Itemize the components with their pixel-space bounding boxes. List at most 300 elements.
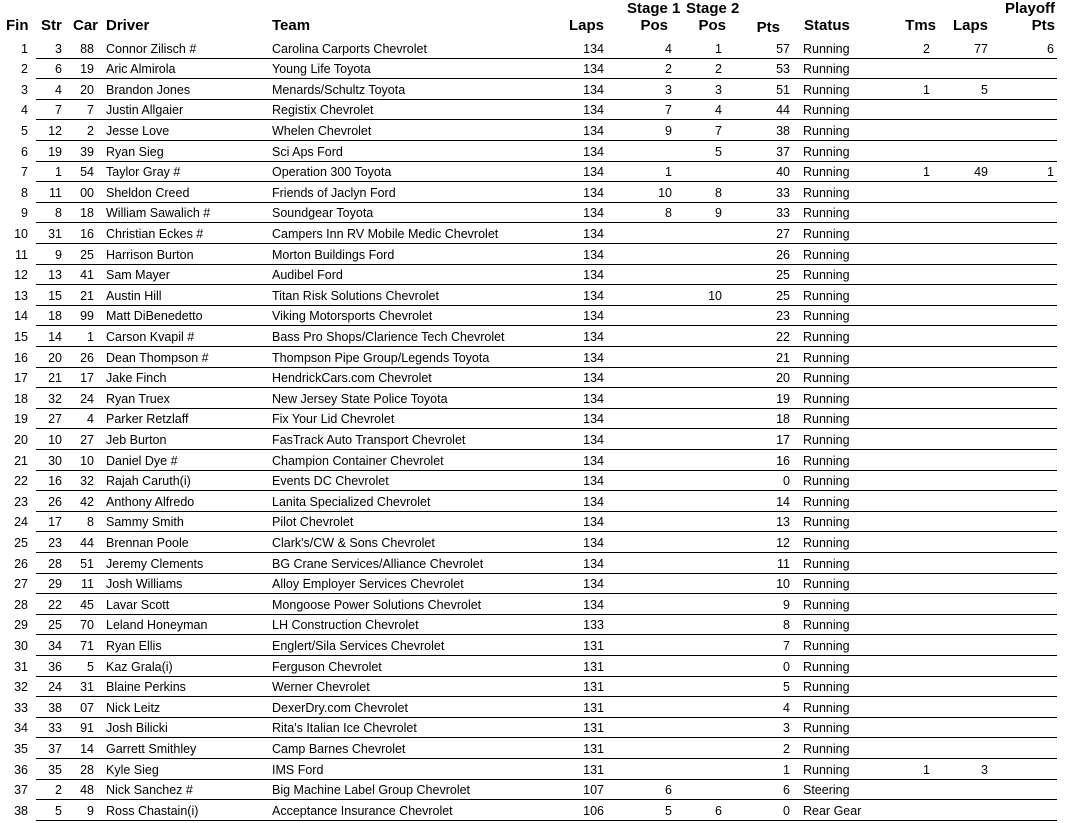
stage1-pos-cell: 10 <box>658 185 672 200</box>
laps-cell: 134 <box>583 123 604 138</box>
table-row <box>0 80 1066 101</box>
status-cell: Running <box>803 474 850 489</box>
fin-cell: 16 <box>14 350 28 365</box>
points-cell: 6 <box>783 783 790 798</box>
start-cell: 38 <box>48 700 62 715</box>
start-cell: 30 <box>48 453 62 468</box>
car-number-cell: 91 <box>80 721 94 736</box>
status-cell: Rear Gear <box>803 803 862 818</box>
driver-cell: Sam Mayer <box>106 268 170 283</box>
car-number-cell: 39 <box>80 144 94 159</box>
points-cell: 37 <box>776 144 790 159</box>
header-laps-led: Laps <box>952 17 988 34</box>
car-number-cell: 9 <box>87 803 94 818</box>
start-cell: 1 <box>55 165 62 180</box>
team-cell: Campers Inn RV Mobile Medic Chevrolet <box>272 226 499 241</box>
status-cell: Running <box>803 350 850 365</box>
table-row <box>0 348 1066 369</box>
start-cell: 6 <box>55 62 62 77</box>
driver-cell: Harrison Burton <box>106 247 194 262</box>
start-cell: 19 <box>48 144 62 159</box>
car-number-cell: 88 <box>80 41 94 56</box>
stage2-pos-cell: 4 <box>715 103 722 118</box>
laps-cell: 134 <box>583 329 604 344</box>
stage1-pos-cell: 1 <box>665 165 672 180</box>
table-row <box>0 389 1066 410</box>
laps-cell: 134 <box>583 62 604 77</box>
fin-cell: 29 <box>14 618 28 633</box>
car-number-cell: 70 <box>80 618 94 633</box>
laps-cell: 134 <box>583 185 604 200</box>
driver-cell: Nick Leitz <box>106 700 161 715</box>
status-cell: Running <box>803 453 850 468</box>
header-stage2: Stage 2 <box>686 0 740 17</box>
points-cell: 19 <box>776 391 790 406</box>
points-cell: 33 <box>776 185 790 200</box>
driver-cell: Jake Finch <box>106 371 167 386</box>
points-cell: 26 <box>776 247 790 262</box>
status-cell: Running <box>803 618 850 633</box>
status-cell: Running <box>803 103 850 118</box>
laps-cell: 134 <box>583 247 604 262</box>
start-cell: 37 <box>48 741 62 756</box>
header-stage1-pos: Pos <box>640 17 668 34</box>
driver-cell: Leland Honeyman <box>106 618 208 633</box>
points-cell: 14 <box>776 494 790 509</box>
laps-led-cell: 5 <box>981 82 988 97</box>
status-cell: Running <box>803 515 850 530</box>
car-number-cell: 42 <box>80 494 94 509</box>
start-cell: 16 <box>48 474 62 489</box>
driver-cell: Sammy Smith <box>106 515 184 530</box>
points-cell: 53 <box>776 62 790 77</box>
status-cell: Running <box>803 309 850 324</box>
team-cell: Soundgear Toyota <box>272 206 374 221</box>
car-number-cell: 20 <box>80 82 94 97</box>
team-cell: Clark's/CW & Sons Chevrolet <box>272 535 435 550</box>
laps-cell: 131 <box>583 700 604 715</box>
stage1-pos-cell: 4 <box>665 41 672 56</box>
laps-cell: 134 <box>583 453 604 468</box>
points-cell: 51 <box>776 82 790 97</box>
points-cell: 0 <box>783 474 790 489</box>
points-cell: 25 <box>776 288 790 303</box>
team-cell: Morton Buildings Ford <box>272 247 395 262</box>
table-row <box>0 224 1066 245</box>
points-cell: 3 <box>783 721 790 736</box>
table-row <box>0 615 1066 636</box>
start-cell: 35 <box>48 762 62 777</box>
points-cell: 57 <box>776 41 790 56</box>
laps-cell: 131 <box>583 721 604 736</box>
team-cell: Audibel Ford <box>272 268 343 283</box>
status-cell: Running <box>803 329 850 344</box>
header-stage1: Stage 1 <box>627 0 681 17</box>
driver-cell: Nick Sanchez # <box>106 783 193 798</box>
driver-cell: Justin Allgaier <box>106 103 184 118</box>
laps-cell: 134 <box>583 515 604 530</box>
car-number-cell: 4 <box>87 412 94 427</box>
points-cell: 4 <box>783 700 790 715</box>
fin-cell: 34 <box>14 721 28 736</box>
status-cell: Running <box>803 226 850 241</box>
laps-cell: 134 <box>583 391 604 406</box>
table-row <box>0 471 1066 492</box>
points-cell: 44 <box>776 103 790 118</box>
laps-cell: 134 <box>583 268 604 283</box>
team-cell: FasTrack Auto Transport Chevrolet <box>272 432 466 447</box>
car-number-cell: 48 <box>80 783 94 798</box>
car-number-cell: 41 <box>80 268 94 283</box>
stage1-pos-cell: 8 <box>665 206 672 221</box>
table-row <box>0 265 1066 286</box>
points-cell: 10 <box>776 577 790 592</box>
header-playoff-pts: Pts <box>1031 17 1055 34</box>
table-row <box>0 657 1066 678</box>
laps-cell: 134 <box>583 144 604 159</box>
driver-cell: Garrett Smithley <box>106 741 197 756</box>
fin-cell: 12 <box>14 268 28 283</box>
team-cell: Registix Chevrolet <box>272 103 374 118</box>
driver-cell: Aric Almirola <box>106 62 176 77</box>
status-cell: Running <box>803 371 850 386</box>
stage1-pos-cell: 3 <box>665 82 672 97</box>
laps-cell: 131 <box>583 741 604 756</box>
laps-cell: 134 <box>583 41 604 56</box>
header-tms: Tms <box>905 17 936 34</box>
team-cell: Acceptance Insurance Chevrolet <box>272 803 453 818</box>
start-cell: 36 <box>48 659 62 674</box>
points-cell: 40 <box>776 165 790 180</box>
table-row <box>0 121 1066 142</box>
car-number-cell: 7 <box>87 103 94 118</box>
laps-cell: 131 <box>583 638 604 653</box>
table-row <box>0 409 1066 430</box>
start-cell: 5 <box>55 803 62 818</box>
fin-cell: 14 <box>14 309 28 324</box>
team-cell: BG Crane Services/Alliance Chevrolet <box>272 556 484 571</box>
header-fin: Fin <box>6 17 29 34</box>
table-row <box>0 203 1066 224</box>
driver-cell: Lavar Scott <box>106 597 170 612</box>
header-driver: Driver <box>106 17 150 34</box>
driver-cell: Connor Zilisch # <box>106 41 197 56</box>
start-cell: 32 <box>48 391 62 406</box>
driver-cell: Jeremy Clements <box>106 556 204 571</box>
laps-cell: 134 <box>583 371 604 386</box>
car-number-cell: 16 <box>80 226 94 241</box>
car-number-cell: 27 <box>80 432 94 447</box>
points-cell: 13 <box>776 515 790 530</box>
stage2-pos-cell: 5 <box>715 144 722 159</box>
car-number-cell: 1 <box>87 329 94 344</box>
stage1-pos-cell: 7 <box>665 103 672 118</box>
table-row <box>0 286 1066 307</box>
car-number-cell: 28 <box>80 762 94 777</box>
car-number-cell: 07 <box>80 700 94 715</box>
car-number-cell: 10 <box>80 453 94 468</box>
driver-cell: Brennan Poole <box>106 535 189 550</box>
header-team: Team <box>272 17 311 34</box>
stage2-pos-cell: 3 <box>715 82 722 97</box>
team-cell: Champion Container Chevrolet <box>272 453 444 468</box>
car-number-cell: 17 <box>80 371 94 386</box>
team-cell: Big Machine Label Group Chevrolet <box>272 783 471 798</box>
start-cell: 2 <box>55 783 62 798</box>
status-cell: Running <box>803 144 850 159</box>
laps-cell: 134 <box>583 226 604 241</box>
status-cell: Running <box>803 412 850 427</box>
driver-cell: William Sawalich # <box>106 206 211 221</box>
status-cell: Running <box>803 247 850 262</box>
status-cell: Running <box>803 62 850 77</box>
status-cell: Running <box>803 638 850 653</box>
start-cell: 26 <box>48 494 62 509</box>
status-cell: Running <box>803 268 850 283</box>
times-led-cell: 1 <box>923 82 930 97</box>
start-cell: 27 <box>48 412 62 427</box>
fin-cell: 5 <box>21 123 28 138</box>
status-cell: Steering <box>803 783 850 798</box>
team-cell: Menards/Schultz Toyota <box>272 82 406 97</box>
status-cell: Running <box>803 700 850 715</box>
laps-cell: 134 <box>583 412 604 427</box>
table-row <box>0 698 1066 719</box>
status-cell: Running <box>803 577 850 592</box>
driver-cell: Daniel Dye # <box>106 453 178 468</box>
stage1-pos-cell: 5 <box>665 803 672 818</box>
car-number-cell: 19 <box>80 62 94 77</box>
car-number-cell: 45 <box>80 597 94 612</box>
team-cell: Viking Motorsports Chevrolet <box>272 309 433 324</box>
start-cell: 7 <box>55 103 62 118</box>
points-cell: 38 <box>776 123 790 138</box>
playoff-points-cell: 1 <box>1047 165 1054 180</box>
laps-cell: 131 <box>583 659 604 674</box>
times-led-cell: 1 <box>923 165 930 180</box>
table-row <box>0 183 1066 204</box>
status-cell: Running <box>803 556 850 571</box>
table-row <box>0 451 1066 472</box>
start-cell: 17 <box>48 515 62 530</box>
fin-cell: 25 <box>14 535 28 550</box>
laps-led-cell: 49 <box>974 165 988 180</box>
playoff-points-cell: 6 <box>1047 41 1054 56</box>
fin-cell: 30 <box>14 638 28 653</box>
laps-cell: 106 <box>583 803 604 818</box>
header-pts: Pts <box>756 19 780 36</box>
status-cell: Running <box>803 123 850 138</box>
team-cell: Titan Risk Solutions Chevrolet <box>272 288 439 303</box>
laps-cell: 134 <box>583 577 604 592</box>
stage1-pos-cell: 6 <box>665 783 672 798</box>
table-row <box>0 306 1066 327</box>
fin-cell: 2 <box>21 62 28 77</box>
fin-cell: 27 <box>14 577 28 592</box>
team-cell: Friends of Jaclyn Ford <box>272 185 396 200</box>
points-cell: 23 <box>776 309 790 324</box>
status-cell: Running <box>803 82 850 97</box>
car-number-cell: 5 <box>87 659 94 674</box>
points-cell: 18 <box>776 412 790 427</box>
driver-cell: Jeb Burton <box>106 432 167 447</box>
car-number-cell: 71 <box>80 638 94 653</box>
team-cell: Whelen Chevrolet <box>272 123 372 138</box>
laps-cell: 134 <box>583 556 604 571</box>
table-row <box>0 327 1066 348</box>
header-stage2-pos: Pos <box>698 17 726 34</box>
fin-cell: 1 <box>21 41 28 56</box>
driver-cell: Dean Thompson # <box>106 350 209 365</box>
team-cell: Rita's Italian Ice Chevrolet <box>272 721 417 736</box>
header-str: Str <box>41 17 62 34</box>
status-cell: Running <box>803 535 850 550</box>
car-number-cell: 32 <box>80 474 94 489</box>
driver-cell: Kaz Grala(i) <box>106 659 173 674</box>
start-cell: 10 <box>48 432 62 447</box>
laps-cell: 134 <box>583 535 604 550</box>
header-car: Car <box>73 17 99 34</box>
stage1-pos-cell: 9 <box>665 123 672 138</box>
laps-cell: 134 <box>583 206 604 221</box>
car-number-cell: 54 <box>80 165 94 180</box>
status-cell: Running <box>803 206 850 221</box>
team-cell: Pilot Chevrolet <box>272 515 354 530</box>
laps-cell: 134 <box>583 165 604 180</box>
fin-cell: 10 <box>14 226 28 241</box>
laps-cell: 134 <box>583 474 604 489</box>
table-row <box>0 677 1066 698</box>
fin-cell: 7 <box>21 165 28 180</box>
status-cell: Running <box>803 494 850 509</box>
table-row <box>0 162 1066 183</box>
table-row <box>0 574 1066 595</box>
laps-cell: 134 <box>583 432 604 447</box>
points-cell: 20 <box>776 371 790 386</box>
driver-cell: Anthony Alfredo <box>106 494 195 509</box>
laps-cell: 131 <box>583 762 604 777</box>
points-cell: 5 <box>783 680 790 695</box>
car-number-cell: 18 <box>80 206 94 221</box>
fin-cell: 11 <box>15 247 28 262</box>
table-row <box>0 801 1066 822</box>
laps-cell: 133 <box>583 618 604 633</box>
table-row <box>0 142 1066 163</box>
points-cell: 8 <box>783 618 790 633</box>
fin-cell: 3 <box>21 82 28 97</box>
laps-cell: 134 <box>583 494 604 509</box>
start-cell: 12 <box>48 123 62 138</box>
driver-cell: Matt DiBenedetto <box>106 309 203 324</box>
fin-cell: 17 <box>14 371 28 386</box>
laps-led-cell: 77 <box>974 41 988 56</box>
driver-cell: Ryan Sieg <box>106 144 164 159</box>
team-cell: Carolina Carports Chevrolet <box>272 41 427 56</box>
team-cell: LH Construction Chevrolet <box>272 618 419 633</box>
stage2-pos-cell: 10 <box>708 288 722 303</box>
table-row <box>0 760 1066 781</box>
points-cell: 2 <box>783 741 790 756</box>
driver-cell: Taylor Gray # <box>106 165 181 180</box>
table-row <box>0 39 1066 60</box>
start-cell: 34 <box>48 638 62 653</box>
table-row <box>0 780 1066 801</box>
points-cell: 16 <box>776 453 790 468</box>
driver-cell: Christian Eckes # <box>106 226 204 241</box>
car-number-cell: 14 <box>80 741 94 756</box>
team-cell: Englert/Sila Services Chevrolet <box>272 638 445 653</box>
team-cell: Alloy Employer Services Chevrolet <box>272 577 464 592</box>
points-cell: 11 <box>777 556 790 571</box>
start-cell: 18 <box>48 309 62 324</box>
driver-cell: Blaine Perkins <box>106 680 186 695</box>
team-cell: Young Life Toyota <box>272 62 371 77</box>
fin-cell: 20 <box>14 432 28 447</box>
team-cell: IMS Ford <box>272 762 324 777</box>
start-cell: 22 <box>48 597 62 612</box>
car-number-cell: 99 <box>80 309 94 324</box>
fin-cell: 37 <box>14 783 28 798</box>
driver-cell: Ryan Ellis <box>106 638 162 653</box>
stage2-pos-cell: 8 <box>715 185 722 200</box>
status-cell: Running <box>803 391 850 406</box>
start-cell: 11 <box>49 185 62 200</box>
fin-cell: 8 <box>21 185 28 200</box>
team-cell: Mongoose Power Solutions Chevrolet <box>272 597 482 612</box>
status-cell: Running <box>803 41 850 56</box>
status-cell: Running <box>803 185 850 200</box>
start-cell: 14 <box>48 329 62 344</box>
start-cell: 23 <box>48 535 62 550</box>
laps-cell: 131 <box>583 680 604 695</box>
status-cell: Running <box>803 288 850 303</box>
fin-cell: 21 <box>14 453 28 468</box>
team-cell: Ferguson Chevrolet <box>272 659 382 674</box>
points-cell: 27 <box>776 226 790 241</box>
times-led-cell: 2 <box>923 41 930 56</box>
driver-cell: Kyle Sieg <box>106 762 159 777</box>
car-number-cell: 44 <box>80 535 94 550</box>
fin-cell: 23 <box>14 494 28 509</box>
fin-cell: 33 <box>14 700 28 715</box>
table-row <box>0 368 1066 389</box>
driver-cell: Brandon Jones <box>106 82 191 97</box>
points-cell: 9 <box>783 597 790 612</box>
team-cell: New Jersey State Police Toyota <box>272 391 448 406</box>
table-row <box>0 512 1066 533</box>
start-cell: 31 <box>48 226 62 241</box>
laps-cell: 134 <box>583 82 604 97</box>
fin-cell: 4 <box>21 103 28 118</box>
table-row <box>0 718 1066 739</box>
points-cell: 12 <box>776 535 790 550</box>
table-row <box>0 595 1066 616</box>
header-playoff: Playoff <box>1004 0 1055 17</box>
stage1-pos-cell: 2 <box>665 62 672 77</box>
team-cell: Lanita Specialized Chevrolet <box>272 494 431 509</box>
status-cell: Running <box>803 659 850 674</box>
fin-cell: 31 <box>14 659 28 674</box>
team-cell: Thompson Pipe Group/Legends Toyota <box>272 350 490 365</box>
points-cell: 1 <box>783 762 790 777</box>
driver-cell: Josh Williams <box>106 577 183 592</box>
points-cell: 17 <box>776 432 790 447</box>
driver-cell: Parker Retzlaff <box>106 412 189 427</box>
team-cell: HendrickCars.com Chevrolet <box>272 371 432 386</box>
status-cell: Running <box>803 165 850 180</box>
status-cell: Running <box>803 762 850 777</box>
table-row <box>0 636 1066 657</box>
